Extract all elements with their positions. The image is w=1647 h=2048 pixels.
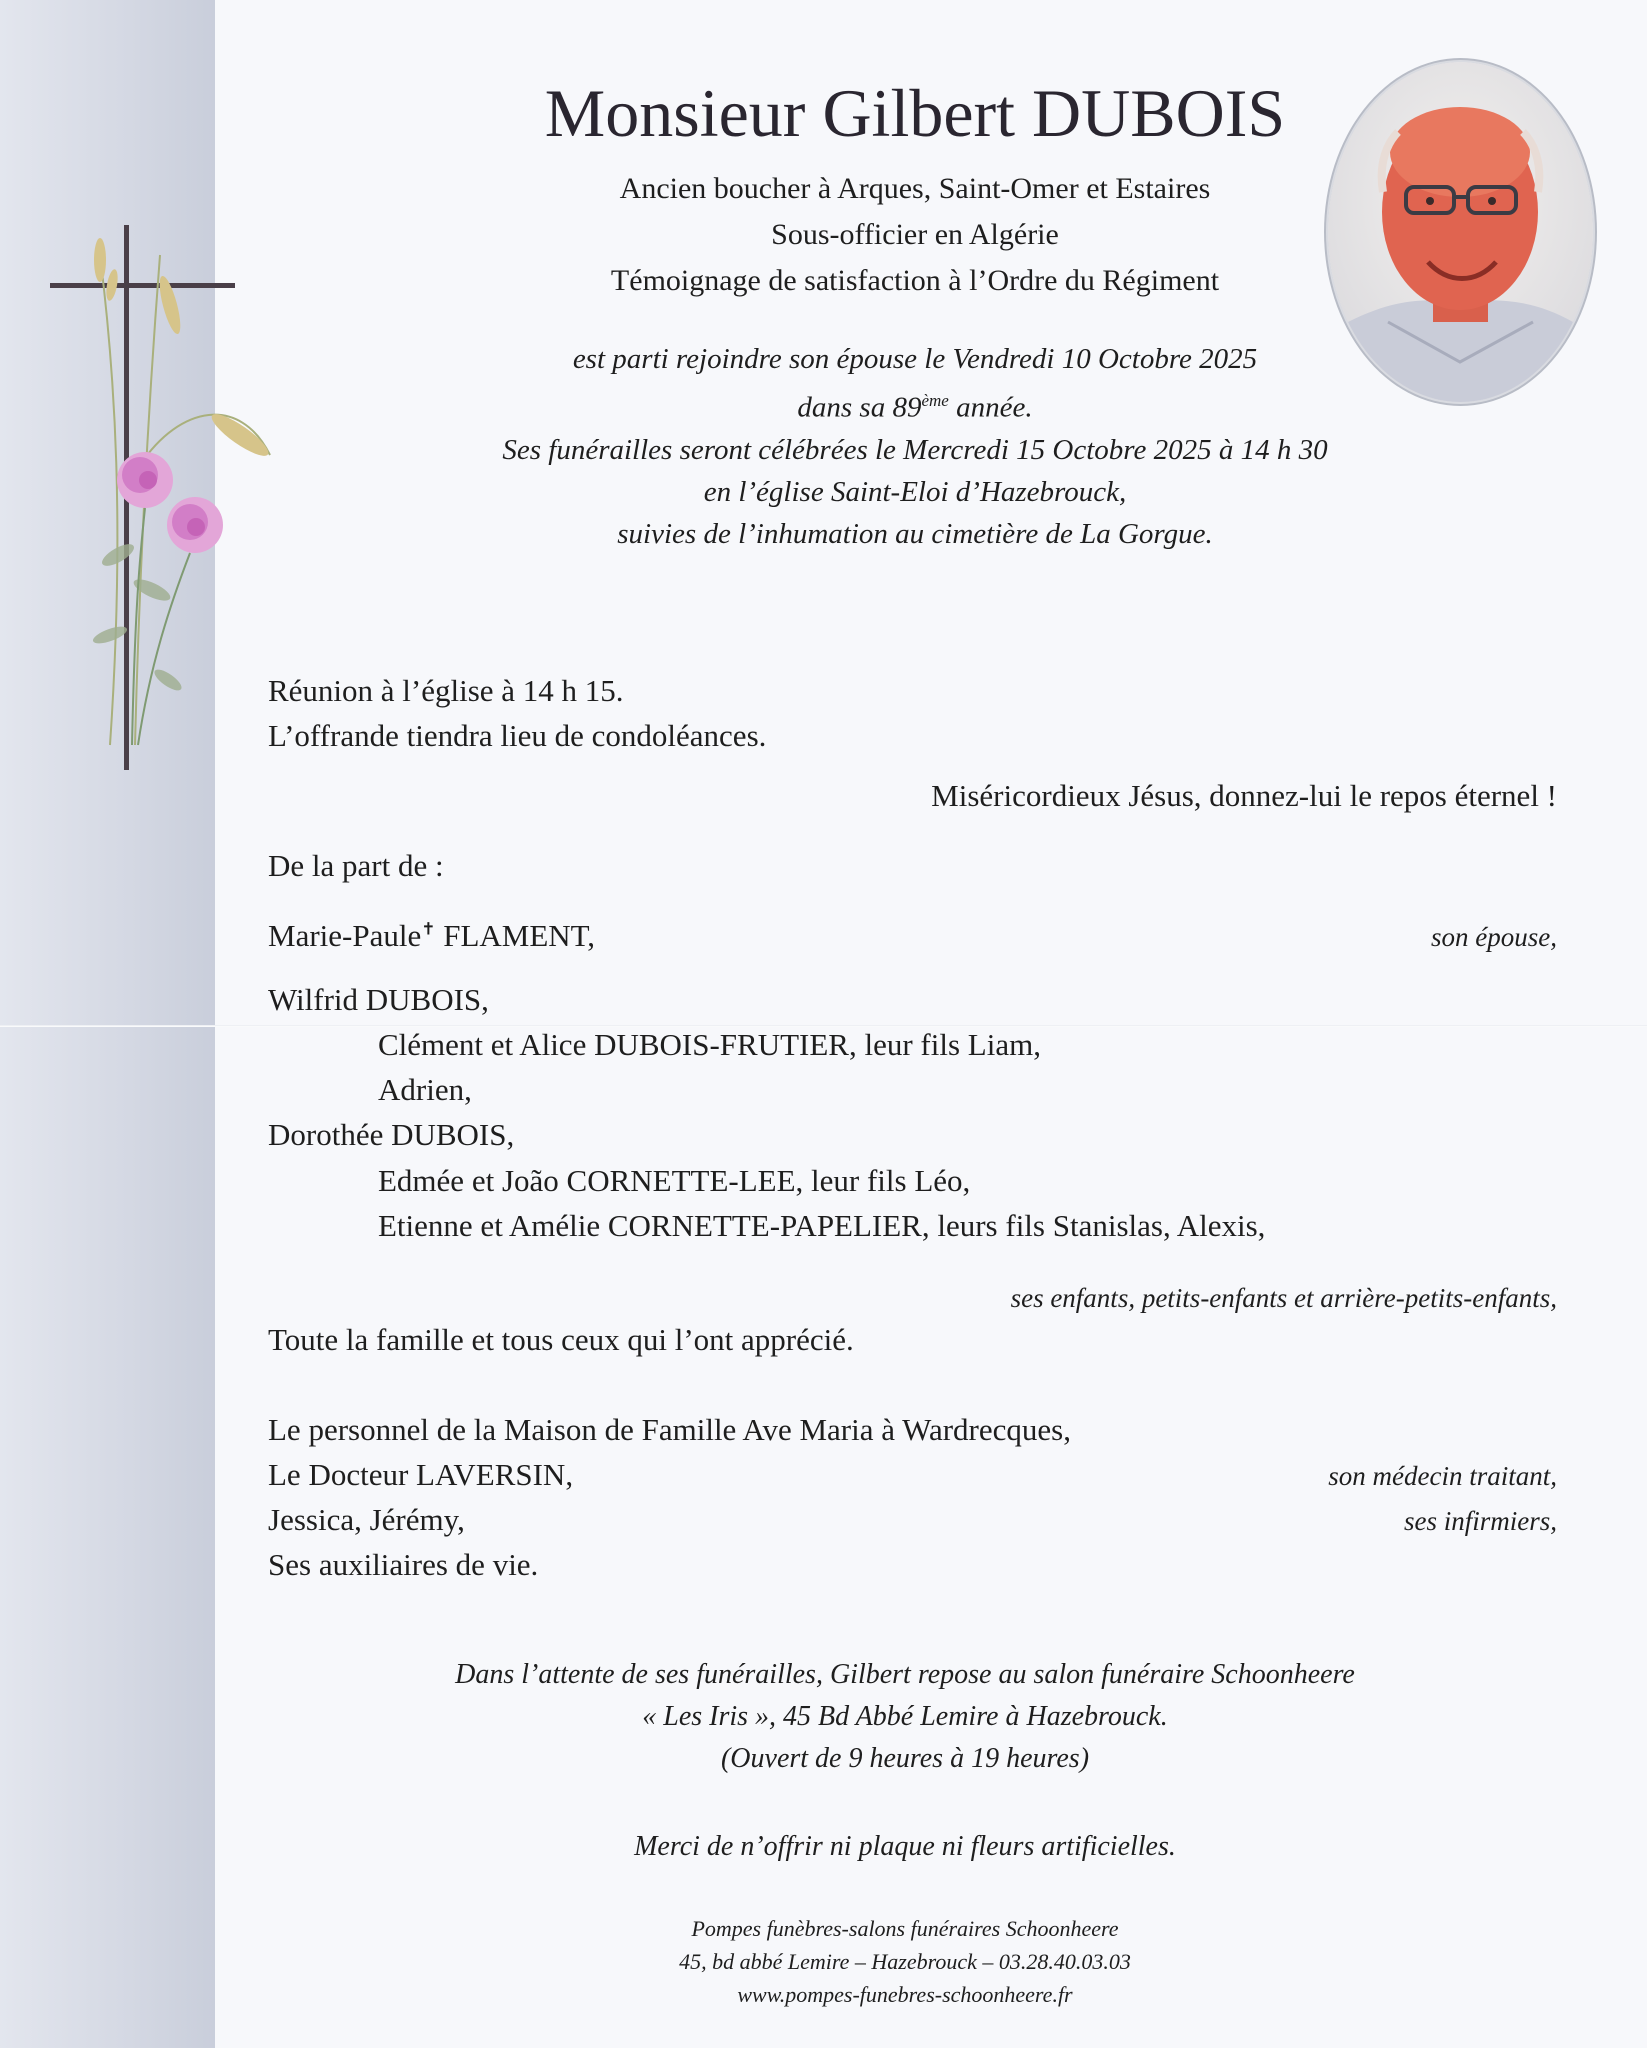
auxiliaries-line: Ses auxiliaires de vie.: [268, 1547, 539, 1582]
grandchild-line-1: Clément et Alice DUBOIS-FRUTIER, leur fils Liam,: [378, 1027, 1041, 1062]
rose-icon: [117, 452, 173, 508]
subtitle-distinction: Témoignage de satisfaction à l’Ordre du Régiment: [610, 264, 1220, 297]
resting-place-block: [300, 1654, 1510, 1780]
subtitles-block: [440, 166, 1390, 304]
from-label: De la part de :: [268, 848, 444, 883]
rose-icon-2: [167, 497, 223, 553]
no-flowers-note: Merci de n’offrir ni plaque ni fleurs artificielles.: [634, 1831, 1176, 1862]
spouse-name: Marie-Paule✝ FLAMENT,: [268, 918, 596, 953]
footer-website: www.pompes-funebres-schoonheere.fr: [737, 1982, 1073, 2007]
child-line-1: Wilfrid DUBOIS,: [268, 982, 489, 1017]
deceased-name-title: Monsieur Gilbert DUBOIS: [544, 75, 1286, 151]
maison-line: Le personnel de la Maison de Famille Ave Maria à Wardrecques,: [268, 1412, 1071, 1447]
resting-line-2: « Les Iris », 45 Bd Abbé Lemire à Hazebrouck.: [642, 1701, 1168, 1732]
prayer-text: Miséricordieux Jésus, donnez-lui le repos éternel !: [931, 778, 1557, 813]
footer-address: 45, bd abbé Lemire – Hazebrouck – 03.28.40.03.03: [679, 1949, 1131, 1974]
family-line: Toute la famille et tous ceux qui l’ont apprécié.: [268, 1322, 854, 1357]
grandchild-line-2: Adrien,: [378, 1072, 472, 1107]
wheat-icon: [94, 238, 273, 462]
nurses-row: [268, 1502, 1557, 1538]
deceased-cross-icon: ✝: [421, 919, 436, 939]
reunion-text: Réunion à l’église à 14 h 15.: [268, 673, 624, 708]
funeral-home-footer: [300, 1912, 1510, 2011]
subtitle-military: Sous-officier en Algérie: [771, 218, 1059, 251]
announcement-block: [440, 338, 1390, 555]
cross-horizontal: [50, 283, 235, 288]
cross-flowers-illustration: [40, 225, 280, 780]
doctor-row: [268, 1457, 1557, 1493]
footer-company: Pompes funèbres-salons funéraires Schoonheere: [691, 1916, 1119, 1941]
reunion-block: [268, 668, 766, 758]
resting-line-1: Dans l’attente de ses funérailles, Gilbert repose au salon funéraire Schoonheere: [455, 1659, 1355, 1690]
spouse-role: son épouse,: [1431, 922, 1557, 952]
grandchild-line-4: Etienne et Amélie CORNETTE-PAPELIER, leurs fils Stanislas, Alexis,: [378, 1208, 1266, 1243]
announcement-line-4: en l’église Saint-Eloi d’Hazebrouck,: [703, 475, 1127, 508]
grandchild-line-3: Edmée et João CORNETTE-LEE, leur fils Léo,: [378, 1163, 971, 1198]
subtitle-profession: Ancien boucher à Arques, Saint-Omer et Estaires: [619, 172, 1211, 205]
announcement-line-2: dans sa 89ème année.: [797, 391, 1033, 424]
resting-line-3: (Ouvert de 9 heures à 19 heures): [720, 1743, 1090, 1774]
children-role: ses enfants, petits-enfants et arrière-petits-enfants,: [1010, 1283, 1557, 1313]
spouse-row: [268, 918, 1557, 954]
doctor-name: Le Docteur LAVERSIN,: [268, 1457, 574, 1492]
nurses-names: Jessica, Jérémy,: [268, 1502, 465, 1537]
announcement-line-1: est parti rejoindre son épouse le Vendredi 10 Octobre 2025: [572, 343, 1258, 375]
announcement-line-3: Ses funérailles seront célébrées le Mercredi 15 Octobre 2025 à 14 h 30: [502, 433, 1328, 466]
announcement-line-5: suivies de l’inhumation au cimetière de La Gorgue.: [617, 517, 1213, 550]
child-line-2: Dorothée DUBOIS,: [268, 1117, 515, 1152]
doctor-role: son médecin traitant,: [1328, 1461, 1557, 1491]
offrande-text: L’offrande tiendra lieu de condoléances.: [268, 718, 767, 753]
nurses-role: ses infirmiers,: [1403, 1506, 1557, 1536]
